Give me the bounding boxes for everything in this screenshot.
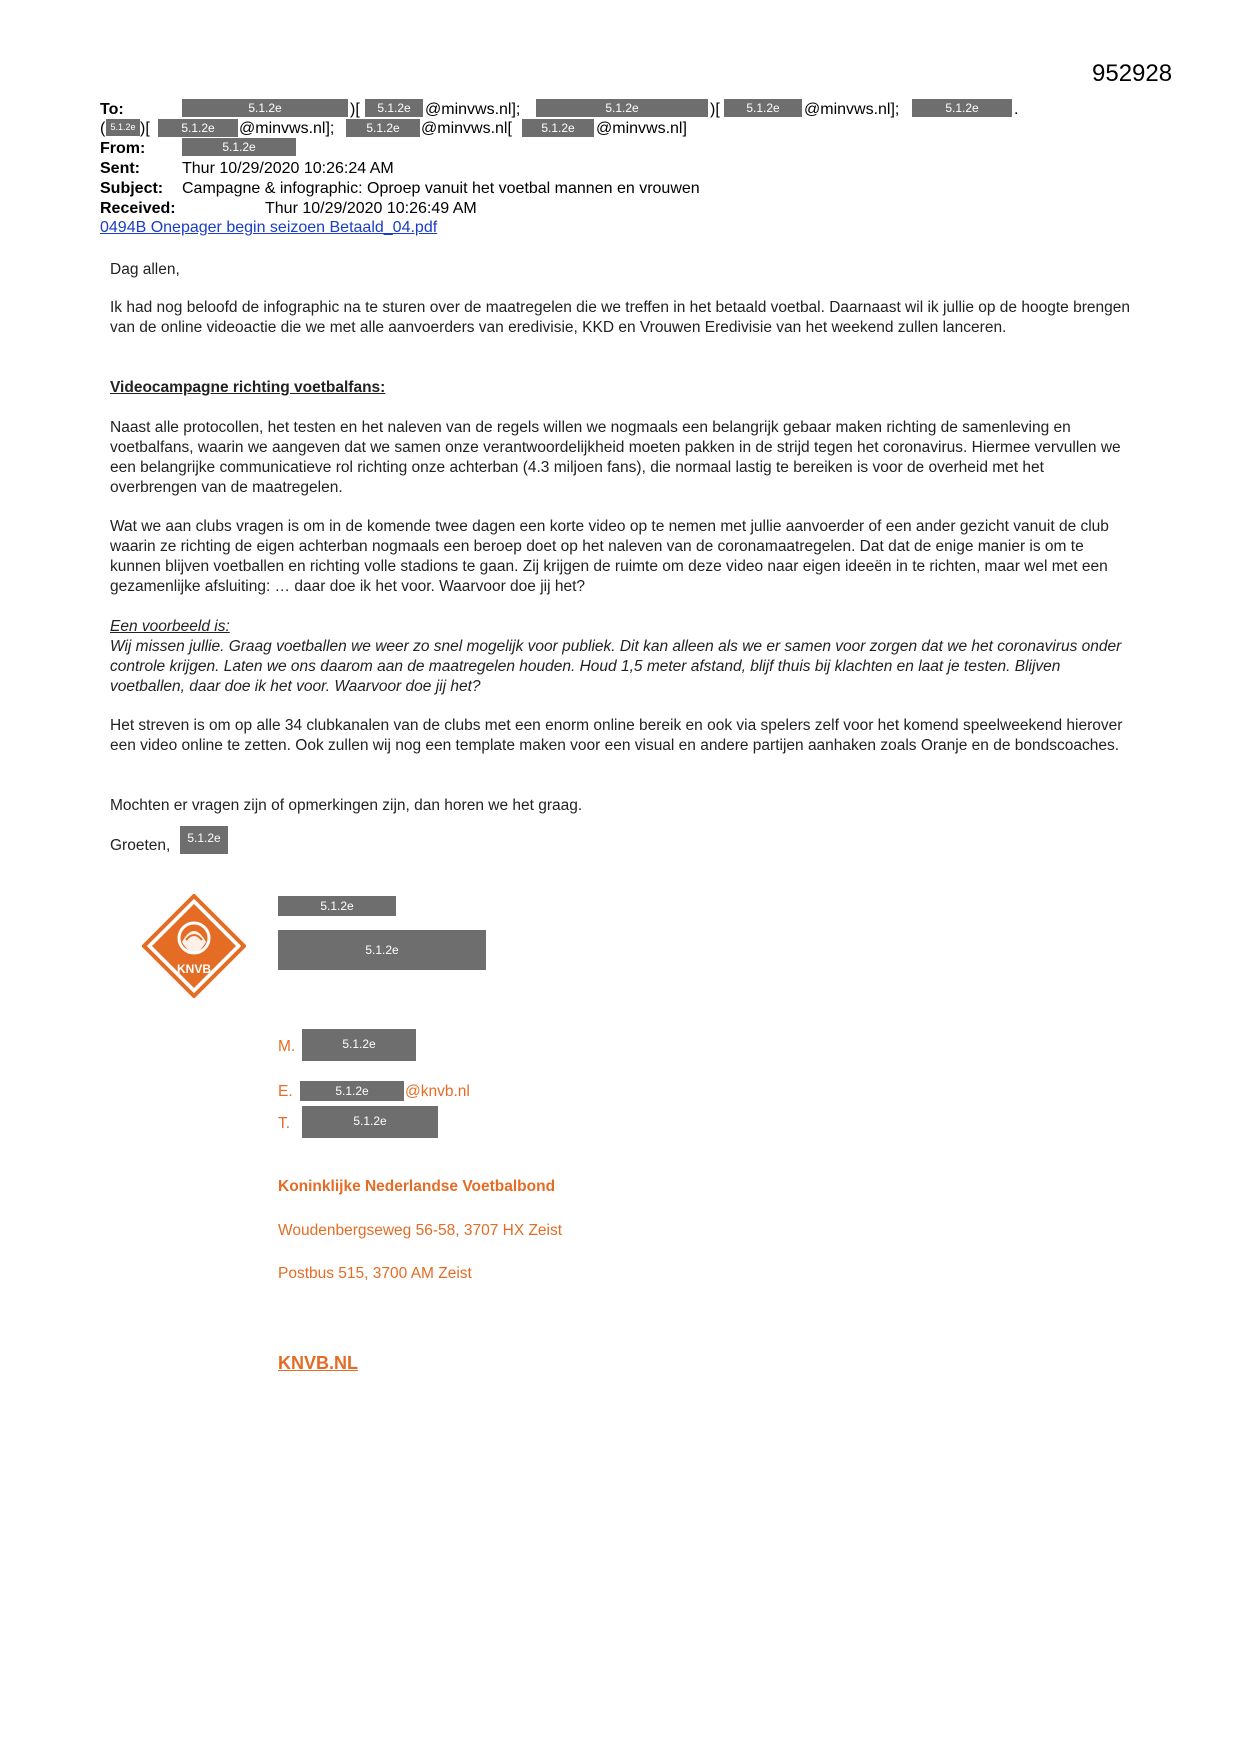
redaction-box: 5.1.2e xyxy=(522,119,594,137)
email-domain: @minvws.nl]; xyxy=(239,120,335,137)
received-label: Received: xyxy=(100,200,176,217)
paragraph: Het streven is om op alle 34 clubkanalen van de clubs met een enorm online bereik en ook via spelers zelf voor het komend speelweekend hierover een video online te zetten. Ook zullen wij nog een template maken voor een visual en andere partijen aanhaken zoals Oranje en de bondscoaches. xyxy=(110,717,1123,754)
greeting: Dag allen, xyxy=(110,261,180,278)
email-domain: @minvws.nl]; xyxy=(425,101,521,118)
redaction-box: 5.1.2e xyxy=(912,99,1012,117)
email-domain: @minvws.nl]; xyxy=(804,101,900,118)
example-text: Wij missen jullie. Graag voetballen we weer zo snel mogelijk voor publiek. Dit kan alleen als we er samen voor zorgen dat we het coronavirus onder controle krijgen. Laten we ons daarom aan de maatregelen houden. Houd 1,5 meter afstand, blijf thuis bij klachten en laat je testen. Blijven voetballen, daar doe ik het voor. Waarvoor doe jij het? xyxy=(110,638,1122,695)
telephone-label: T. xyxy=(278,1115,291,1132)
separator: )[ xyxy=(710,101,720,118)
redaction-box: 5.1.2e xyxy=(724,99,802,117)
redaction-box: 5.1.2e xyxy=(302,1029,416,1061)
redaction-box: 5.1.2e xyxy=(536,99,708,117)
organisation-name: Koninklijke Nederlandse Voetbalbond xyxy=(278,1178,556,1195)
redaction-box: 5.1.2e xyxy=(278,930,486,970)
redaction-box: 5.1.2e xyxy=(346,119,420,137)
redaction-box: 5.1.2e xyxy=(158,119,238,137)
separator: )[ xyxy=(140,120,150,137)
from-label: From: xyxy=(100,140,146,157)
paragraph: Mochten er vragen zijn of opmerkingen zijn, dan horen we het graag. xyxy=(110,797,583,814)
redaction-box: 5.1.2e xyxy=(180,826,228,854)
redaction-box: 5.1.2e xyxy=(182,138,296,156)
email-domain: @minvws.nl] xyxy=(596,120,687,137)
redaction-box: 5.1.2e xyxy=(182,99,348,117)
redaction-box: 5.1.2e xyxy=(278,896,396,916)
redaction-box: 5.1.2e xyxy=(365,99,423,117)
sent-label: Sent: xyxy=(100,160,140,177)
paragraph: Wat we aan clubs vragen is om in de komende twee dagen een korte video op te nemen met jullie aanvoerder of een ander gezicht vanuit de club waarin ze richting de eigen achterban nogmaals een beroep doet op het naleven van de coronamaatregelen. Dat dat de enige manier is om te kunnen blijven voetballen en richting volle stadions te gaan. Zij krijgen de ruimte om deze video naar eigen ideeën in te richten, maar wel met een gezamenlijke afsluiting: … daar doe ik het voor. Waarvoor doe jij het? xyxy=(110,518,1109,595)
sent-value: Thur 10/29/2020 10:26:24 AM xyxy=(182,160,394,177)
knvb-logo xyxy=(142,894,246,998)
subject-value: Campagne & infographic: Oproep vanuit het voetbal mannen en vrouwen xyxy=(182,180,700,197)
paragraph: Ik had nog beloofd de infographic na te sturen over de maatregelen die we treffen in het betaald voetbal. Daarnaast wil ik jullie op de hoogte brengen van de online videoactie die we met alle aanvoerders van eredivisie, KKD en Vrouwen Eredivisie van het weekend zullen lanceren. xyxy=(110,299,1130,336)
mobile-label: M. xyxy=(278,1038,296,1055)
example-label: Een voorbeeld is: xyxy=(110,618,230,635)
logo-text: KNVB xyxy=(176,962,212,976)
address: Woudenbergseweg 56-58, 3707 HX Zeist xyxy=(278,1222,563,1239)
received-value: Thur 10/29/2020 10:26:49 AM xyxy=(265,200,477,217)
separator: )[ xyxy=(350,101,360,118)
document-number: 952928 xyxy=(1092,60,1173,87)
separator: . xyxy=(1014,101,1019,118)
separator: ( xyxy=(100,120,106,137)
postbus: Postbus 515, 3700 AM Zeist xyxy=(278,1265,472,1282)
redaction-box: 5.1.2e xyxy=(106,119,140,136)
email-domain: @knvb.nl xyxy=(405,1083,470,1100)
to-label: To: xyxy=(100,101,124,118)
email-domain: @minvws.nl[ xyxy=(421,120,512,137)
redaction-box: 5.1.2e xyxy=(300,1081,404,1101)
closing: Groeten, xyxy=(110,837,171,854)
redaction-box: 5.1.2e xyxy=(302,1106,438,1138)
section-heading: Videocampagne richting voetbalfans: xyxy=(110,379,386,396)
website-link[interactable]: KNVB.NL xyxy=(278,1353,358,1373)
attachment-link[interactable]: 0494B Onepager begin seizoen Betaald_04.pdf xyxy=(100,219,438,236)
email-label: E. xyxy=(278,1083,293,1100)
subject-label: Subject: xyxy=(100,180,164,197)
paragraph: Naast alle protocollen, het testen en het naleven van de regels willen we nogmaals een belangrijk gebaar maken richting de samenleving en voetbalfans, waarin we aangeven dat we samen onze verantwoordelijkheid moeten pakken in de strijd tegen het coronavirus. Hiermee vervullen we een belangrijke communicatieve rol richting onze achterban (4.3 miljoen fans), die normaal lastig te bereiken is voor de overheid met het overbrengen van de maatregelen. xyxy=(110,419,1121,496)
